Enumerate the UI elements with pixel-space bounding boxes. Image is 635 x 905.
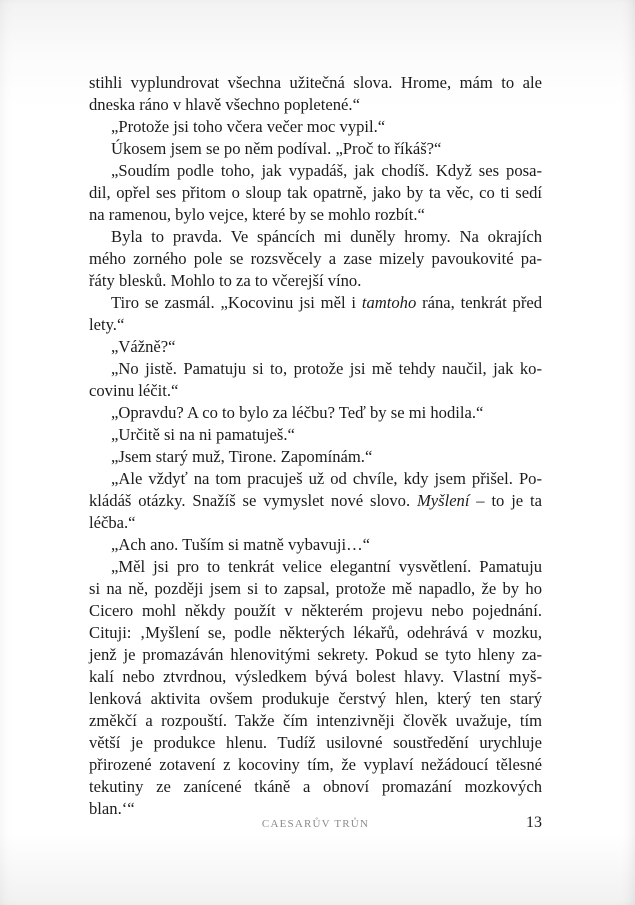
page-footer <box>89 815 542 835</box>
text-line: Cituji: ‚Myšlení se, podle některých lékařů, odehrává v mozku, <box>89 623 542 642</box>
text-line: Cicero mohl někdy použít v některém projevu nebo pojednání. <box>89 601 542 620</box>
paragraph <box>89 292 542 336</box>
text-line: Byla to pravda. Ve spáncích mi duněly hromy. Na okrajích <box>111 227 542 246</box>
page-number: 13 <box>526 814 542 831</box>
text-line: lety.“ <box>89 315 125 334</box>
text-line: si na ně, později jsem si to zapsal, protože mě napadlo, že by ho <box>89 579 542 598</box>
paragraph <box>89 116 542 138</box>
text-line: stihli vyplundrovat všechna užitečná slova. Hrome, mám to ale <box>89 73 542 92</box>
paragraph <box>89 534 542 556</box>
paragraph <box>89 336 542 358</box>
text-line: „Soudím podle toho, jak vypadáš, jak chodíš. Když ses posa- <box>111 161 542 180</box>
text-line: mého zorného pole se rozsvěcely a zase mizely pavoukovité pa- <box>89 249 542 268</box>
text-line: řáty blesků. Mohlo to za to včerejší víno. <box>89 271 362 290</box>
text-line: lenková aktivita ovšem produkuje čerstvý hlen, který ten starý <box>89 689 542 708</box>
text-line: covinu léčit.“ <box>89 381 179 400</box>
text-line: Tiro se zasmál. „Kocovinu jsi měl i tamtoho rána, tenkrát před <box>111 293 543 312</box>
text-line: na ramenou, bylo vejce, které by se mohlo rozbít.“ <box>89 205 425 224</box>
paragraph <box>89 226 542 292</box>
text-line: „Ach ano. Tuším si matně vybavuji…“ <box>111 535 371 554</box>
text-line: „Jsem starý muž, Tirone. Zapomínám.“ <box>111 447 373 466</box>
text-line: kalí nebo ztvrdnou, výsledkem bývá bolest hlavy. Vlastní myš- <box>89 667 542 686</box>
text-line: změkčí a rozpouští. Takže čím intenzivněji člověk uvažuje, tím <box>89 711 542 730</box>
text-line: „Ale vždyť na tom pracuješ už od chvíle, kdy jsem přišel. Po- <box>111 469 542 488</box>
text-line: „Určitě si na ni pamatuješ.“ <box>111 425 295 444</box>
paragraph <box>89 402 542 424</box>
text-line: dneska ráno v hlavě všechno popletené.“ <box>89 95 360 114</box>
text-line: „Protože jsi toho včera večer moc vypil.“ <box>111 117 386 136</box>
paragraph <box>89 160 542 226</box>
text-line: „Opravdu? A co to bylo za léčbu? Teď by se mi hodila.“ <box>111 403 484 422</box>
paragraph <box>89 468 542 534</box>
text-line: blan.‘“ <box>89 799 135 818</box>
running-head: CAESARŮV TRŮN <box>261 818 370 830</box>
text-line: kládáš otázky. Snažíš se vymyslet nové slovo. Myšlení – to je ta <box>89 491 542 510</box>
text-line: jenž je promazáván hlenovitými sekrety. Pokud se tyto hleny za- <box>89 645 542 664</box>
text-line: „No jistě. Pamatuju si to, protože jsi mě tehdy naučil, jak ko- <box>111 359 542 378</box>
text-line: dil, opřel ses přitom o sloup tak opatrně, jako by ta věc, co ti sedí <box>89 183 542 202</box>
paragraph <box>89 424 542 446</box>
text-line: Úkosem jsem se po něm podíval. „Proč to říkáš?“ <box>111 139 442 158</box>
paragraph <box>89 556 542 820</box>
paragraph <box>89 358 542 402</box>
text-line: větší je produkce hlenu. Tudíž usilovné soustředění urychluje <box>89 733 542 752</box>
text-line: léčba.“ <box>89 513 136 532</box>
paragraph <box>89 446 542 468</box>
text-line: přirozené zotavení z kocoviny tím, že vyplaví nežádoucí tělesné <box>89 755 542 774</box>
paragraph <box>89 72 542 116</box>
text-line: tekutiny ze zanícené tkáně a obnoví promazání mozkových <box>89 777 542 796</box>
text-line: „Vážně?“ <box>111 337 176 356</box>
body-text <box>89 72 542 820</box>
text-line: „Měl jsi pro to tenkrát velice elegantní vysvětlení. Pamatuju <box>111 557 542 576</box>
paragraph <box>89 138 542 160</box>
